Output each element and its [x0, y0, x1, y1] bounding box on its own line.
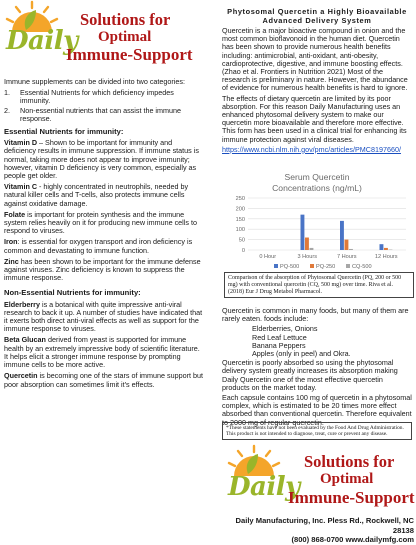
nutrient-entry: Folate is important for protein synthesis and the immune system relies heavily on it for producing new immune cells to respond to viruses. [4, 211, 204, 236]
paragraph: Quercetin is common in many foods, but many of them are rarely eaten. foods include: [222, 307, 412, 323]
legend-label: PQ-500 [280, 264, 299, 270]
brand-tagline-3: Immune-Support [66, 46, 193, 63]
nutrient-entry: Zinc has been shown to be important for the immune defense against viruses. Zinc deficiency is known to suppress the immune response. [4, 258, 204, 283]
paragraph: Quercetin is poorly absorbed so using the phytosomal delivery system greatly increases its absorption making Daily Quercetin one of the most effective quercetin products on the market today. [222, 359, 412, 392]
list-item: 2. Non-essential nutrients that can assist the immune response. [4, 107, 204, 123]
legend-label: CQ-500 [352, 264, 372, 270]
food-item: Banana Peppers [222, 342, 412, 350]
intro-text: Immune supplements can be divided into two categories: [4, 78, 204, 86]
fda-disclaimer: *These statements have not been evaluated by the Food And Drug Administration. This product is not intended to diagnose, treat, cure or prevent any disease. [222, 422, 412, 440]
right-column-bottom [222, 307, 412, 429]
food-list [222, 325, 412, 358]
legend-label: PQ-250 [316, 264, 335, 270]
nutrient-entry: Vitamin C - highly concentrated in neutrophils, needed by natural killer cells and T-cells, also protects immune cells against oxidative damage. [4, 183, 204, 208]
nonessential-heading: Non-Essential Nutrients for immunity: [4, 289, 204, 297]
reference-link[interactable]: https://www.ncbi.nlm.nih.gov/pmc/articles/PMC8197660/ [222, 145, 401, 154]
brand-tagline-1: Solutions for [80, 12, 170, 29]
list-item: 1. Essential Nutrients for which deficiency impedes immunity. [4, 89, 204, 105]
paragraph: Quercetin is a major bioactive compound in onion and the most common bioflavonoid in the human diet. Quercetin has been shown to provide numerous health benefits including: antimicrobial, anti-oxidant, anti-obesity, cardioprotective, digestive, and immune boosting effects. (Zhao et al. Frontiers in Nutrition 2021) Most of the research is preliminary in nature. However, the abundance of evidence for numerous health benefits is hard to ignore. [222, 27, 412, 93]
y-tick-label: 150 [236, 217, 245, 223]
right-column-top [222, 8, 412, 154]
bar [380, 244, 384, 250]
brand-daily: Daily [228, 472, 300, 502]
nutrient-entry: Quercetin is becoming one of the stars of immune support but poor absorption can sometimes limit it's effects. [4, 372, 204, 388]
chart-title: Serum Quercetin Concentrations (ng/mL) [222, 172, 412, 193]
x-tick-label: 0 Hour [259, 254, 276, 260]
bar [384, 248, 388, 250]
top-logo [2, 2, 202, 64]
y-tick-label: 50 [239, 238, 245, 244]
y-tick-label: 0 [242, 248, 245, 254]
brand-daily: Daily [6, 26, 78, 56]
quercetin-bar-chart [222, 194, 414, 272]
nutrient-entry: Elderberry is a botanical with quite impressive anti-viral research to back it up. A number of studies have indicated that it exerts both direct anti-viral effects as well as support for the immune response to viruses. [4, 301, 204, 334]
y-tick-label: 250 [236, 196, 245, 202]
paragraph: The effects of dietary quercetin are limited by its poor absorption. For this reason Daily Manufacturing uses an enhanced phytosomal delivery system to make our quercetin more bioavailable and therefore more effective. This form has been used in a clinical trial for enhancing its immune protection against viral diseases. [222, 95, 412, 144]
x-tick-label: 3 Hours [297, 254, 317, 260]
essential-heading: Essential Nutrients for immunity: [4, 128, 204, 136]
bar [345, 240, 349, 250]
nutrient-entry: Vitamin D – Shown to be important for immunity and deficiency results in immune suppression. If immune status is normal, taking more does not appear to improve immunity; however, vitamin D deficiency is very common, especially as people get older. [4, 139, 204, 180]
x-tick-label: 7 Hours [337, 254, 357, 260]
bar [310, 248, 314, 250]
nutrient-entry: Iron: is essential for oxygen transport and iron deficiency is common and devastating to immune function. [4, 238, 204, 254]
legend-swatch [274, 264, 278, 268]
article-title: Phytosomal Quercetin a Highly Bioavailable Advanced Delivery System [222, 8, 412, 25]
brand-tagline-1: Solutions for [304, 454, 394, 471]
food-item: Elderberries, Onions [222, 325, 412, 333]
food-item: Red Leaf Lettuce [222, 334, 412, 342]
y-tick-label: 200 [236, 206, 245, 212]
paragraph: Each capsule contains 100 mg of quercetin in a phytosomal complex, which is estimated to be 20 times more effect absorbed than conventional quercetin. Therefore equivalent to 2000 mg of regular quercetin. [222, 394, 412, 427]
food-item: Apples (only in peel) and Okra. [222, 350, 412, 358]
x-tick-label: 12 Hours [375, 254, 398, 260]
category-list [4, 89, 204, 123]
bar [340, 221, 344, 250]
bottom-logo [222, 444, 414, 510]
company-address: Daily Manufacturing, Inc. Pless Rd., Rockwell, NC 28138 (800) 868-0700 www.dailymfg.com [214, 516, 414, 545]
brand-tagline-2: Optimal [98, 30, 151, 45]
chart-caption: Comparison of the absorption of Phytosomal Quercetin (PQ, 200 or 500 mg) with conventional quercetin (CQ, 500 mg) over time. Riva et al. (2018) Eur J Drug Metabol Pharmacol. [224, 272, 414, 298]
legend-swatch [346, 264, 350, 268]
brand-tagline-3: Immune-Support [288, 489, 415, 506]
brand-tagline-2: Optimal [320, 472, 373, 487]
legend-swatch [310, 264, 314, 268]
nutrient-entry: Beta Glucan derived from yeast is supported for immune health by an extremely impressive body of scientific literature. It helps elicit a stronger immune response by prompting immune cells to be more active. [4, 336, 204, 369]
y-tick-label: 100 [236, 227, 245, 233]
left-column [4, 78, 204, 392]
bar [301, 215, 305, 250]
bar [305, 238, 309, 250]
bar [349, 249, 353, 250]
